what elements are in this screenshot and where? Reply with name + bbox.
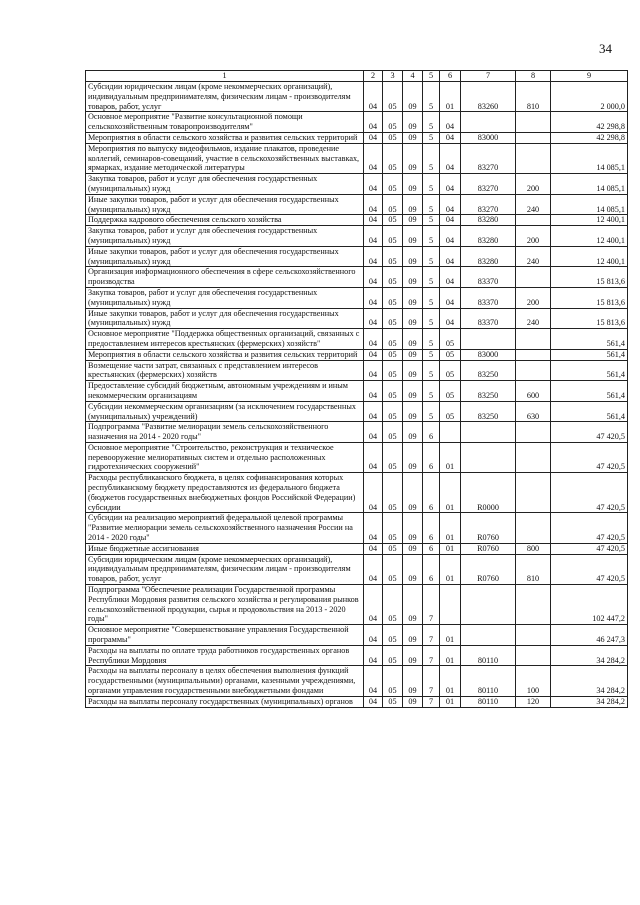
- row-code-5: 7: [423, 666, 440, 696]
- row-code-3: 05: [383, 226, 403, 247]
- table-row: [86, 360, 628, 381]
- row-code-4: 09: [403, 401, 423, 422]
- row-code-2: 04: [364, 666, 383, 696]
- row-code-2: 04: [364, 585, 383, 625]
- table-row: [86, 381, 628, 402]
- row-target-code: [461, 625, 516, 646]
- table-row: [86, 513, 628, 543]
- row-code-5: 7: [423, 696, 440, 707]
- row-code-2: 04: [364, 82, 383, 112]
- row-code-4: 09: [403, 308, 423, 329]
- row-amount: 15 813,6: [551, 308, 628, 329]
- row-code-6: 01: [440, 442, 461, 472]
- row-code-4: 09: [403, 442, 423, 472]
- row-description: Расходы на выплаты персоналу в целях обеспечения выполнения функций государственными (муниципальными) органами, казенными учреждениями, органами управления государственными внебюджетными фондами: [86, 666, 364, 696]
- header-cell: 1: [86, 71, 364, 82]
- row-expense-type: 200: [516, 174, 551, 195]
- row-amount: 47 420,5: [551, 543, 628, 554]
- row-code-6: 01: [440, 543, 461, 554]
- row-target-code: [461, 112, 516, 133]
- row-target-code: 83280: [461, 215, 516, 226]
- header-cell: 6: [440, 71, 461, 82]
- row-code-3: 05: [383, 543, 403, 554]
- row-code-4: 09: [403, 585, 423, 625]
- row-code-3: 05: [383, 625, 403, 646]
- row-amount: 47 420,5: [551, 513, 628, 543]
- row-code-2: 04: [364, 143, 383, 173]
- row-amount: 34 284,2: [551, 645, 628, 666]
- row-code-3: 05: [383, 401, 403, 422]
- row-amount: 561,4: [551, 401, 628, 422]
- row-description: Основное мероприятие "Поддержка общественных организаций, связанных с предоставлением интересов крестьянских (фермерских) хозяйств": [86, 329, 364, 350]
- row-code-4: 09: [403, 666, 423, 696]
- table-row: [86, 174, 628, 195]
- table-row: [86, 215, 628, 226]
- row-code-5: 5: [423, 381, 440, 402]
- row-code-2: 04: [364, 132, 383, 143]
- row-code-5: 7: [423, 625, 440, 646]
- row-description: Расходы республиканского бюджета, в целях софинансирования которых республиканскому бюджету предоставляются из федерального бюджета (бюджетов государственных внебюджетных фондов Российской Федерации) субсидии: [86, 473, 364, 513]
- row-expense-type: 810: [516, 82, 551, 112]
- row-code-2: 04: [364, 174, 383, 195]
- header-cell: 8: [516, 71, 551, 82]
- row-amount: 561,4: [551, 360, 628, 381]
- row-description: Расходы на выплаты персоналу государственных (муниципальных) органов: [86, 696, 364, 707]
- row-code-3: 05: [383, 585, 403, 625]
- table-row: [86, 666, 628, 696]
- row-description: Закупка товаров, работ и услуг для обеспечения государственных (муниципальных) нужд: [86, 226, 364, 247]
- row-expense-type: 100: [516, 666, 551, 696]
- row-code-4: 09: [403, 513, 423, 543]
- row-code-3: 05: [383, 308, 403, 329]
- row-code-4: 09: [403, 473, 423, 513]
- row-description: Основное мероприятие "Развитие консультационной помощи сельскохозяйственным товаропроизводителям": [86, 112, 364, 133]
- row-code-6: 05: [440, 329, 461, 350]
- row-code-3: 05: [383, 132, 403, 143]
- row-code-4: 09: [403, 329, 423, 350]
- header-cell: 3: [383, 71, 403, 82]
- row-code-4: 09: [403, 132, 423, 143]
- header-cell: 4: [403, 71, 423, 82]
- row-code-4: 09: [403, 543, 423, 554]
- row-expense-type: [516, 360, 551, 381]
- row-description: Мероприятия по выпуску видеофильмов, издание плакатов, проведение коллегий, семинаров-совещаний, участие в сельскохозяйственных выставках, ярмарках, издание методической литературы: [86, 143, 364, 173]
- row-target-code: [461, 422, 516, 443]
- row-code-3: 05: [383, 143, 403, 173]
- table-row: [86, 422, 628, 443]
- table-row: [86, 401, 628, 422]
- row-description: Иные бюджетные ассигнования: [86, 543, 364, 554]
- table-row: [86, 226, 628, 247]
- row-code-4: 09: [403, 82, 423, 112]
- row-code-6: 04: [440, 246, 461, 267]
- row-amount: 14 085,1: [551, 194, 628, 215]
- row-description: Закупка товаров, работ и услуг для обеспечения государственных (муниципальных) нужд: [86, 174, 364, 195]
- row-description: Субсидии некоммерческим организациям (за исключением государственных (муниципальных) учреждений): [86, 401, 364, 422]
- row-code-6: 01: [440, 696, 461, 707]
- row-target-code: 83000: [461, 132, 516, 143]
- row-target-code: 83370: [461, 267, 516, 288]
- row-description: Основное мероприятие "Совершенствование управления Государственной программы": [86, 625, 364, 646]
- row-amount: 102 447,2: [551, 585, 628, 625]
- row-code-4: 09: [403, 194, 423, 215]
- row-description: Поддержка кадрового обеспечения сельского хозяйства: [86, 215, 364, 226]
- header-row: [86, 71, 628, 82]
- row-code-2: 04: [364, 215, 383, 226]
- row-amount: 15 813,6: [551, 267, 628, 288]
- row-target-code: 83370: [461, 308, 516, 329]
- row-code-2: 04: [364, 645, 383, 666]
- row-expense-type: 240: [516, 194, 551, 215]
- row-code-4: 09: [403, 554, 423, 584]
- row-target-code: 83250: [461, 401, 516, 422]
- row-amount: 14 085,1: [551, 143, 628, 173]
- row-code-4: 09: [403, 360, 423, 381]
- row-code-4: 09: [403, 226, 423, 247]
- row-code-6: 04: [440, 174, 461, 195]
- row-target-code: 83270: [461, 143, 516, 173]
- row-code-5: 6: [423, 442, 440, 472]
- row-expense-type: [516, 349, 551, 360]
- row-code-2: 04: [364, 246, 383, 267]
- row-code-5: 6: [423, 473, 440, 513]
- row-code-5: 5: [423, 143, 440, 173]
- table-row: [86, 442, 628, 472]
- page-number: 34: [599, 41, 612, 56]
- row-code-6: 01: [440, 625, 461, 646]
- table-row: [86, 543, 628, 554]
- table-row: [86, 554, 628, 584]
- row-code-6: 05: [440, 349, 461, 360]
- row-expense-type: [516, 143, 551, 173]
- row-target-code: 83370: [461, 287, 516, 308]
- table-row: [86, 645, 628, 666]
- row-code-4: 09: [403, 349, 423, 360]
- row-expense-type: 240: [516, 308, 551, 329]
- row-code-5: 6: [423, 543, 440, 554]
- header-cell: 9: [551, 71, 628, 82]
- row-code-4: 09: [403, 215, 423, 226]
- row-description: Иные закупки товаров, работ и услуг для обеспечения государственных (муниципальных) нужд: [86, 194, 364, 215]
- row-expense-type: [516, 132, 551, 143]
- row-expense-type: [516, 442, 551, 472]
- row-code-4: 09: [403, 112, 423, 133]
- row-amount: 47 420,5: [551, 422, 628, 443]
- row-description: Основное мероприятие "Строительство, реконструкция и техническое перевооружение мелиоративных систем и отдельно расположенных гидротехнических сооружений": [86, 442, 364, 472]
- row-code-5: 5: [423, 132, 440, 143]
- row-code-5: 5: [423, 360, 440, 381]
- row-code-5: 5: [423, 215, 440, 226]
- row-code-2: 04: [364, 308, 383, 329]
- row-description: Иные закупки товаров, работ и услуг для обеспечения государственных (муниципальных) нужд: [86, 246, 364, 267]
- row-expense-type: [516, 585, 551, 625]
- row-code-4: 09: [403, 381, 423, 402]
- row-target-code: 83280: [461, 226, 516, 247]
- table-row: [86, 308, 628, 329]
- row-target-code: 83270: [461, 174, 516, 195]
- row-amount: 34 284,2: [551, 666, 628, 696]
- row-code-3: 05: [383, 360, 403, 381]
- row-expense-type: [516, 329, 551, 350]
- row-code-2: 04: [364, 267, 383, 288]
- row-code-2: 04: [364, 226, 383, 247]
- row-code-3: 05: [383, 666, 403, 696]
- row-code-6: 04: [440, 287, 461, 308]
- row-target-code: [461, 442, 516, 472]
- row-code-3: 05: [383, 473, 403, 513]
- row-description: Подпрограмма "Развитие мелиорации земель сельскохозяйственного назначения на 2014 - 2020 годы": [86, 422, 364, 443]
- table-row: [86, 143, 628, 173]
- row-target-code: [461, 329, 516, 350]
- row-code-6: [440, 585, 461, 625]
- row-code-5: 5: [423, 287, 440, 308]
- row-code-2: 04: [364, 194, 383, 215]
- row-expense-type: [516, 645, 551, 666]
- row-code-5: 5: [423, 194, 440, 215]
- row-expense-type: 120: [516, 696, 551, 707]
- row-code-2: 04: [364, 329, 383, 350]
- row-amount: 47 420,5: [551, 554, 628, 584]
- row-expense-type: [516, 215, 551, 226]
- row-target-code: 80110: [461, 696, 516, 707]
- row-target-code: 83000: [461, 349, 516, 360]
- row-code-2: 04: [364, 696, 383, 707]
- table-row: [86, 132, 628, 143]
- row-amount: 12 400,1: [551, 246, 628, 267]
- row-target-code: 83280: [461, 246, 516, 267]
- row-expense-type: 200: [516, 226, 551, 247]
- row-expense-type: 600: [516, 381, 551, 402]
- row-description: Мероприятия в области сельского хозяйства и развития сельских территорий: [86, 349, 364, 360]
- row-code-2: 04: [364, 360, 383, 381]
- row-code-6: [440, 422, 461, 443]
- row-code-6: 01: [440, 513, 461, 543]
- row-code-2: 04: [364, 442, 383, 472]
- row-code-3: 05: [383, 422, 403, 443]
- row-code-6: 01: [440, 473, 461, 513]
- row-expense-type: 630: [516, 401, 551, 422]
- row-code-4: 09: [403, 267, 423, 288]
- row-code-6: 04: [440, 112, 461, 133]
- row-code-3: 05: [383, 645, 403, 666]
- row-code-6: 04: [440, 194, 461, 215]
- table-row: [86, 194, 628, 215]
- row-code-5: 7: [423, 645, 440, 666]
- row-target-code: 83250: [461, 381, 516, 402]
- row-code-5: 5: [423, 329, 440, 350]
- row-code-2: 04: [364, 112, 383, 133]
- row-expense-type: 800: [516, 543, 551, 554]
- row-code-4: 09: [403, 143, 423, 173]
- row-amount: 47 420,5: [551, 442, 628, 472]
- row-code-5: 5: [423, 246, 440, 267]
- row-code-4: 09: [403, 696, 423, 707]
- row-code-5: 5: [423, 308, 440, 329]
- row-amount: 561,4: [551, 349, 628, 360]
- row-code-5: 5: [423, 82, 440, 112]
- row-target-code: 80110: [461, 666, 516, 696]
- row-code-6: 01: [440, 645, 461, 666]
- table-row: [86, 287, 628, 308]
- table-row: [86, 329, 628, 350]
- table-body: [86, 82, 628, 708]
- row-code-5: 5: [423, 267, 440, 288]
- row-code-5: 7: [423, 585, 440, 625]
- row-code-2: 04: [364, 287, 383, 308]
- table-row: [86, 625, 628, 646]
- row-code-5: 6: [423, 554, 440, 584]
- row-code-4: 09: [403, 246, 423, 267]
- header-cell: 2: [364, 71, 383, 82]
- row-code-6: 04: [440, 132, 461, 143]
- row-code-3: 05: [383, 267, 403, 288]
- row-description: Расходы на выплаты по оплате труда работников государственных органов Республики Мордовия: [86, 645, 364, 666]
- row-target-code: R0760: [461, 513, 516, 543]
- row-expense-type: 810: [516, 554, 551, 584]
- row-code-5: 5: [423, 174, 440, 195]
- row-target-code: 83270: [461, 194, 516, 215]
- header-cell: 7: [461, 71, 516, 82]
- row-code-2: 04: [364, 513, 383, 543]
- row-amount: 14 085,1: [551, 174, 628, 195]
- table-row: [86, 82, 628, 112]
- row-code-4: 09: [403, 645, 423, 666]
- row-description: Подпрограмма "Обеспечение реализации Государственной программы Республики Мордовия развития сельского хозяйства и регулирования рынков сельскохозяйственной продукции, сырья и продовольствия на 2013 - 2020 годы": [86, 585, 364, 625]
- row-code-5: 6: [423, 513, 440, 543]
- row-code-4: 09: [403, 174, 423, 195]
- row-code-3: 05: [383, 442, 403, 472]
- row-code-3: 05: [383, 329, 403, 350]
- row-amount: 2 000,0: [551, 82, 628, 112]
- row-code-6: 04: [440, 226, 461, 247]
- row-target-code: [461, 585, 516, 625]
- row-amount: 15 813,6: [551, 287, 628, 308]
- budget-table: [85, 70, 628, 708]
- row-amount: 561,4: [551, 329, 628, 350]
- row-description: Субсидии на реализацию мероприятий федеральной целевой программы "Развитие мелиорации земель сельскохозяйственного назначения России на 2014 - 2020 годы": [86, 513, 364, 543]
- row-expense-type: 200: [516, 287, 551, 308]
- row-description: Закупка товаров, работ и услуг для обеспечения государственных (муниципальных) нужд: [86, 287, 364, 308]
- row-expense-type: 240: [516, 246, 551, 267]
- row-amount: 12 400,1: [551, 226, 628, 247]
- row-code-3: 05: [383, 349, 403, 360]
- row-amount: 47 420,5: [551, 473, 628, 513]
- row-amount: 46 247,3: [551, 625, 628, 646]
- row-code-6: 05: [440, 401, 461, 422]
- row-code-2: 04: [364, 401, 383, 422]
- row-code-4: 09: [403, 422, 423, 443]
- row-description: Иные закупки товаров, работ и услуг для обеспечения государственных (муниципальных) нужд: [86, 308, 364, 329]
- row-code-3: 05: [383, 174, 403, 195]
- row-code-2: 04: [364, 381, 383, 402]
- row-code-3: 05: [383, 215, 403, 226]
- row-amount: 561,4: [551, 381, 628, 402]
- row-target-code: R0000: [461, 473, 516, 513]
- row-code-2: 04: [364, 422, 383, 443]
- row-code-5: 6: [423, 422, 440, 443]
- table-row: [86, 112, 628, 133]
- table-row: [86, 585, 628, 625]
- row-code-6: 05: [440, 381, 461, 402]
- row-code-3: 05: [383, 696, 403, 707]
- row-code-3: 05: [383, 82, 403, 112]
- row-expense-type: [516, 267, 551, 288]
- row-code-4: 09: [403, 287, 423, 308]
- row-code-2: 04: [364, 554, 383, 584]
- row-target-code: 83250: [461, 360, 516, 381]
- row-code-2: 04: [364, 625, 383, 646]
- row-code-2: 04: [364, 349, 383, 360]
- row-code-6: 04: [440, 267, 461, 288]
- row-code-6: 04: [440, 143, 461, 173]
- row-code-6: 01: [440, 82, 461, 112]
- row-code-3: 05: [383, 381, 403, 402]
- row-code-2: 04: [364, 473, 383, 513]
- row-description: Возмещение части затрат, связанных с представлением интересов крестьянских (фермерских) хозяйств: [86, 360, 364, 381]
- row-code-3: 05: [383, 246, 403, 267]
- row-code-3: 05: [383, 554, 403, 584]
- table-row: [86, 267, 628, 288]
- row-code-5: 5: [423, 349, 440, 360]
- table-row: [86, 696, 628, 707]
- row-code-6: 01: [440, 554, 461, 584]
- row-expense-type: [516, 112, 551, 133]
- row-code-4: 09: [403, 625, 423, 646]
- row-expense-type: [516, 473, 551, 513]
- row-code-6: 04: [440, 215, 461, 226]
- row-code-5: 5: [423, 226, 440, 247]
- header-cell: 5: [423, 71, 440, 82]
- row-amount: 12 400,1: [551, 215, 628, 226]
- row-code-3: 05: [383, 194, 403, 215]
- row-code-5: 5: [423, 401, 440, 422]
- table-row: [86, 473, 628, 513]
- row-expense-type: [516, 513, 551, 543]
- row-description: Мероприятия в области сельского хозяйства и развития сельских территорий: [86, 132, 364, 143]
- row-code-3: 05: [383, 513, 403, 543]
- row-code-3: 05: [383, 287, 403, 308]
- row-description: Организация информационного обеспечения в сфере сельскохозяйственного производства: [86, 267, 364, 288]
- row-target-code: R0760: [461, 554, 516, 584]
- row-code-5: 5: [423, 112, 440, 133]
- row-target-code: 83260: [461, 82, 516, 112]
- table-row: [86, 246, 628, 267]
- row-target-code: R0760: [461, 543, 516, 554]
- row-target-code: 80110: [461, 645, 516, 666]
- row-code-6: 01: [440, 666, 461, 696]
- row-code-3: 05: [383, 112, 403, 133]
- row-description: Субсидии юридическим лицам (кроме некоммерческих организаций), индивидуальным предпринимателям, физическим лицам - производителям товаров, работ, услуг: [86, 554, 364, 584]
- row-amount: 42 298,8: [551, 132, 628, 143]
- row-description: Предоставление субсидий бюджетным, автономным учреждениям и иным некоммерческим организациям: [86, 381, 364, 402]
- table-row: [86, 349, 628, 360]
- row-code-2: 04: [364, 543, 383, 554]
- row-description: Субсидии юридическим лицам (кроме некоммерческих организаций), индивидуальным предпринимателям, физическим лицам - производителям товаров, работ, услуг: [86, 82, 364, 112]
- row-expense-type: [516, 422, 551, 443]
- row-code-6: 04: [440, 308, 461, 329]
- row-amount: 34 284,2: [551, 696, 628, 707]
- row-amount: 42 298,8: [551, 112, 628, 133]
- row-code-6: 05: [440, 360, 461, 381]
- row-expense-type: [516, 625, 551, 646]
